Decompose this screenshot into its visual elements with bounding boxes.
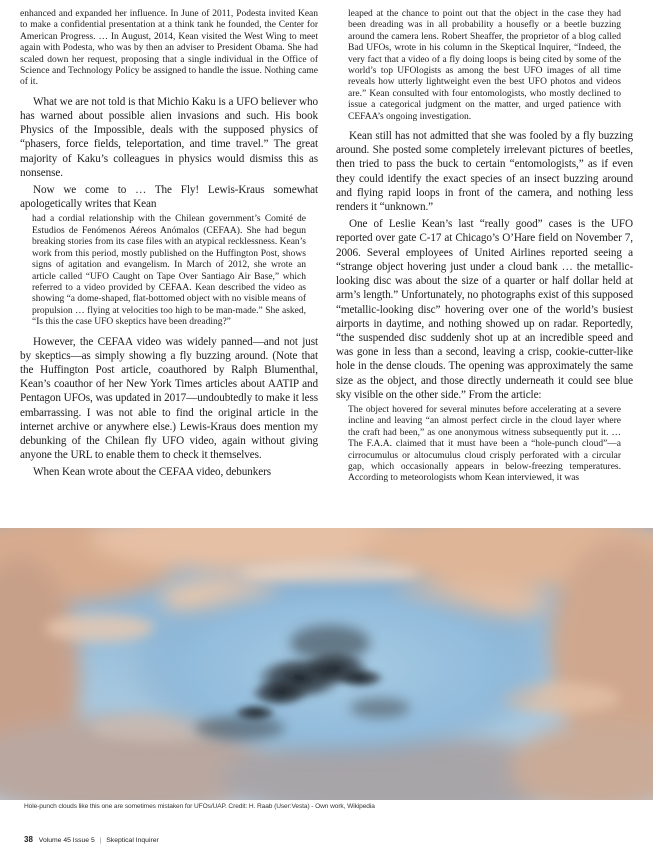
right-column [336,6,633,491]
page-footer [24,835,424,844]
body-paragraph: However, the CEFAA video was widely panned—and not just by skeptics—as simply showing a fly buzzing around. (Note that the Huffington Post article, coauthored by Ralph Blumenthal, Kean’s coauthor of her New York Times articles about AATIP and Pentagon UFOs, was updated in 2017—undoubtedly to make it less embarrassing. I was not able to find the original article in the internet archive or anywhere else.) Lewis-Kraus does mention my debunking of the Chilean fly UFO video, again without giving anyone the URL to enable them to check it themselves. [20,335,318,462]
body-paragraph: Now we come to … The Fly! Lewis-Kraus somewhat apologetically writes that Kean [20,184,318,211]
block-quote: The object hovered for several minutes before accelerating at a severe incline and leaving “an almost perfect circle in the cloud layer where the craft had been,” as one anonymous witness subsequently put it. … The F.A.A. claimed that it must have been a “hole-punch cloud”—a cirrocumulus or altocumulus cloud crisply perforated with a circular gap, which occasionally appears in below-freezing temperatures. According to meteorologists whom Kean interviewed, it was [348,404,621,484]
body-paragraph: Kean still has not admitted that she was fooled by a fly buzzing around. She posted some completely irrelevant pictures of beetles, then tried to pass the buck to certain “entomologists,” as if even they could identify the exact species of an insect buzzing around and flying rapid loops in front of the camera, and nothing less renders it “unknown.” [336,130,633,214]
block-quote: had a cordial relationship with the Chilean government’s Comité de Estudios de Fenómenos Aéreos Anómalos (CEFAA). She had begun breaking stories from its case files with an atypical recklessness. Kean’s work from this period, mostly published on the Huffington Post, shows signs of agitation and evangelism. In March of 2012, she wrote an article called “UFO Caught on Tape Over Santiago Air Base,” which referred to a video provided by CEFAA. Kean described the video as showing “a dome-shaped, flat-bottomed object with no visible means of propulsion … flying at velocities too high to be man-made.” She asked, “Is this the case UFO skeptics have been dreading?” [32,214,306,328]
issue-label: Volume 45 Issue 5 [38,837,95,844]
body-paragraph: When Kean wrote about the CEFAA video, debunkers [33,466,271,479]
body-paragraph: One of Leslie Kean’s last “really good” cases is the UFO reported over gate C-17 at Chicago’s O’Hare field on November 7, 2006. Several employees of United Airlines reported seeing a “strange object hovering just under a cloud bank … the metallic-looking disc was about the size of a quarter or half dollar held at arm’s length.” Unfortunately, no photographs exist of this supposed “metallic-looking disc” hovering over one of the world’s busiest airports in daytime, and nothing showed up on radar. Reportedly, “the suspended disc suddenly shot up at an incredible speed and was gone in less than a second, leaving a crisp, cookie-cutter-like hole in the dense clouds. The opening was approximately the same size as the object, and those directly underneath it could see blue sky visible on the other side.” From the article: [336,218,633,401]
block-quote: enhanced and expanded her influence. In June of 2011, Podesta invited Kean to make a confidential presentation at a think tank he founded, the Center for American Progress. … In August, 2014, Kean visited the West Wing to meet again with Podesta, who was by then an adviser to President Obama. She had scaled down her request, proposing that a single individual in the Office of Science and Technology Policy be assigned to handle the issue. Nothing came of it. [20,9,318,88]
footer-separator: | [99,837,102,844]
block-quote: leaped at the chance to point out that the object in the case they had been dreading was in all probability a housefly or a beetle buzzing around the camera lens. Robert Sheaffer, the proprietor of a blog called Bad UFOs, wrote in his column in the Skeptical Inquirer, “Indeed, the very fact that a video of a fly doing loops is being cited by some of the world’s top UFOlogists as among the best UFO images of all time reveals how utterly lightweight even the best UFO photos and videos are.” Kean consulted with four entomologists, who mostly declined to issue a categorical judgment on the matter, and urged patience with CEFAA’s ongoing investigation. [348,9,621,122]
page-number: 38 [24,835,33,844]
hole-punch-cloud-photo [0,528,653,800]
left-column [20,6,318,483]
body-paragraph: What we are not told is that Michio Kaku is a UFO believer who has warned about possible alien invasions and such. His book Physics of the Impossible, deals with the supposed physics of “phasers, force fields, teleportation, and time travel.” The great majority of Kaku’s colleagues in physics would dismiss this as nonsense. [20,95,318,179]
photo-caption: Hole-punch clouds like this one are sometimes mistaken for UFOs/UAP. Credit: H. Raab (User:Vesta) - Own work, Wikipedia [24,803,375,810]
magazine-name: Skeptical Inquirer [106,837,159,844]
